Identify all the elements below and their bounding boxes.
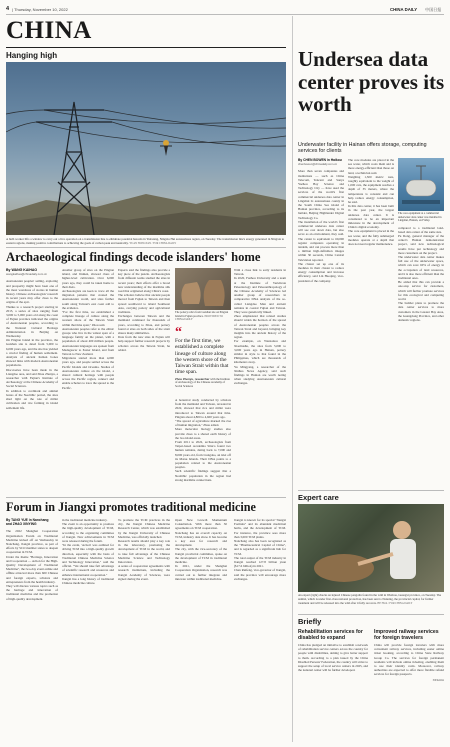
islanders-c1-p4: Discoveries have been made in the Liangdao area, and said Zhou Zhenyu, a researcher with Fujian's Institute of Archaeology at the Chinese Academy of Social Sciences.: [6, 367, 58, 389]
islanders-byline: By WANG KAIHAO: [6, 268, 38, 272]
pull-quote-box: [175, 325, 231, 389]
islanders-c5-p1: With a close link to early residents in Taiwan.: [234, 268, 286, 277]
briefly-item-1-body: China has pledged an initiative to establish a network of rehabilitation service centers across the country for people with disabilities, aiming to give better support to them. According to a plan issued by the China Disabled Persons' Federation, the country will strive to support the setup of local service centers in 2025, and the national center will be further developed.: [298, 643, 368, 673]
islanders-col-5: [234, 268, 286, 493]
jiangxi-c4-p4: In 2021, under the Shanghai Cooperation Organization, research was carried out to further integrate and innovate within traditional medicine.: [175, 564, 227, 581]
section-title: CHINA: [6, 17, 92, 44]
pangolin-scene-illustration: [298, 504, 444, 592]
briefly-item-2: [374, 629, 444, 741]
islanders-col-1: [6, 268, 58, 410]
jiangxi-c5-p4: Chen Ruifeng, vice-governor of Jiangxi, said the province will encourage more exchanges.: [234, 568, 286, 581]
pull-quote-text: For the first time, we established a complete lineage of culture along the western shore of the Taiwan Strait within that time span.: [175, 338, 229, 376]
islanders-col-4: [175, 398, 231, 493]
islanders-c4-p2: "The spread of agriculture marked the rise of human migration," Zhou added.: [175, 419, 231, 428]
jiangxi-c4-p2: Nanchang has an overall capacity on TCM, industry data show. It has become a key area for research and development.: [175, 530, 227, 548]
islanders-c4-p1: A botanical study conducted by scholars from the mainland and Taiwan, revealed in 2022, showed that rice and millet were introduced to Taiwan around that time. Pingtan about 4,800 to 4,600 years ago.: [175, 398, 231, 419]
islanders-c4-p5: Such scientific findings suggest that a Neolithic population in the region had strong maritime connections.: [175, 469, 231, 482]
islanders-c3-p2: The scholars believe that ancient people moved from Fujian to Taiwan and then spread southward to island Southeast Asia, carrying pottery and agricultural traditions.: [118, 293, 170, 315]
pottery-caption: The pottery relics from Guishan site on Pingtan Island in Fujian province.: [175, 311, 229, 318]
undersea-headline: Undersea data center proves its worth: [298, 47, 445, 116]
pull-quote-attribution: [175, 378, 231, 389]
islanders-c1-p5: In addition to cordmark and animal bones of the Neolithic period, the sites shed light on the role of millet cultivation and rice farming in island settlement life.: [6, 388, 58, 410]
jiangxi-c5-p1: Jiangxi is known for its special "Jiangxi Formula" and its abundant medicinal herbs, and the development of TCM. For instance, the province sees more than 3,000 TCM plants.: [234, 518, 286, 539]
islanders-headline: Archaeological findings decode islanders' home: [6, 250, 261, 264]
islanders-c2-p5: Migrations started more than 4,000 years ago, and people settled across the Pacific Islands and Oceania. Studies of Austronesian culture on the island, a shared cultural heritage with people across the Pacific region, connect and enable scholars to trace the spread to the Pacific.: [62, 356, 114, 390]
jiangxi-col-3: [118, 518, 170, 740]
islanders-c2-p1: Another group of sites on the Pingtan island, and Jinmen, showed clues of higher-level cultivation. Over 6,000 years ago, they could be taken home to their diets.: [62, 268, 114, 289]
undersea-photo-caption: The core equipment at a commercial underwater data center was installed in Lingshui, Hainan, on Friday.: [398, 212, 442, 222]
pottery-illustration: [175, 268, 231, 310]
briefly-title: Briefly: [298, 617, 322, 626]
undersea-col-2: [348, 158, 394, 322]
jiangxi-col-1: [6, 518, 58, 740]
undersea-email: chenbowen@chinadaily.com.cn: [298, 162, 338, 167]
islanders-c4-p4: From 2011 to 2022, archaeologists from Taipei-based Academia Sinica found two human remains, dating back to 7,000 and 8,000 years old, from Liangdao, an islet off its Matsu Islands. Their DNA points to a population related to the Austronesian peoples.: [175, 440, 231, 470]
undersea-c3-p5: He added that this can provide a one-stop service for customers, which will further promote services for this ecological and computing world.: [398, 280, 444, 301]
jiangxi-c3-p1: To promote the TCM practices in the city, the Jiangxi Chinese Medicine Research Center, which was established by the Jiangxi University of Chinese Medicine, was officially launched.: [118, 518, 170, 539]
undersea-c1-p2: The installation of the world's first commercial undersea data center will see cost down data, but also serve as an environment, they said. The center is equivalent to 60,000 regular computers operating in tandem, and can process more than a million high-definition images within 30 seconds, China Central Television reported.: [298, 219, 344, 262]
briefly-item-2-body: China will provide foreign travelers with more convenient railway services, including easier online ticket booking, according to China State Railway Group Co. The services for foreign permanent residents will include online ticketing, enabling them to use their identity cards. Moreover, railway authorities are expected to offer more flexible refund services for foreign passports.: [374, 643, 444, 677]
expert-caption: An expert (right) checks an injured Chinese pangolin found in the wild in Wuzhou, Guangxi province, on Tuesday. The animal, which is under first-class national protection, has been sent to Nanning, the provincial capital, for further treatment and will be released into the wild after it fully recovers.: [298, 593, 442, 605]
islanders-c5-p2: In 2020, Fuzhou University and a team at the Institute of Vertebrate Paleontology and Paleoanthropology of the Chinese Academy of Sciences led another group of researchers in comparative DNA analysis of the so-called Liangdao Man and ancient remains in coastal Fujian and Taiwan. They were genetically linked.: [234, 276, 286, 315]
page-header: [6, 6, 444, 14]
jiangxi-headline: Forum in Jiangxi promotes traditional medicine: [6, 500, 256, 514]
jiangxi-c5-p2: Nanchang also has been recognized as the "Pharmaceutical Capital of China", and is regarded as a significant hub for TCM.: [234, 539, 286, 556]
islanders-c5-p3: Zhou emphasized that related studies should widen the horizon of the spread of Austronesian peoples across the Taiwan Strait and beyond, bringing key insights into the ancient history of the region.: [234, 314, 286, 340]
islanders-top-rule: [6, 247, 286, 248]
undersea-deck: Underwater facility in Hainan offers storage, computing services for clients: [298, 142, 427, 155]
undersea-c2-p3: In this data center, it has been built in the past year, the largest undersea data center. It is considered to be an important milestone in the development of China's digital economy.: [348, 204, 394, 230]
islanders-c3-p1: Experts said the findings also provide a key piece of the puzzle. Archaeologists from different teams studied the sites in recent years; their efforts offer a broad new understanding of the maritime silk road that originated along China's coast.: [118, 268, 170, 294]
undersea-c3-p4: The underwater data center makes full use of the underwater space, which can save 60% of energy in the occupation of land resources, and it is also more efficient than the traditional ones.: [398, 254, 444, 280]
jiangxi-c2-p4: Jiangxi has a long history of traditional Chinese medicine culture.: [62, 576, 114, 586]
data-module-illustration: [398, 158, 444, 211]
quote-mark-icon: “: [175, 325, 182, 340]
undersea-c1-p3: The cluster set up one of its modules in their cluster to reduce energy consumption and increase efficiency, said Lin Haoqing, vice-president of the company.: [298, 261, 344, 283]
date-line: | Thursday, November 10, 2022: [12, 7, 68, 12]
jiangxi-col-2: [62, 518, 114, 740]
islanders-c2-p2: Archaeologists are keen to trace all the migration patterns that created the Austronesian world, and sites further south along Taiwan's east coast add to the evidence.: [62, 289, 114, 310]
undersea-c2-p2: Weighing 1,300 metric tons, roughly equivalent to the weight of 1,000 cars, the equipment reaches a depth of 35 meters, where the temperature is constant and can help reduce energy consumption, he said.: [348, 174, 394, 205]
header-rule: [6, 14, 444, 15]
paper-name: CHINA DAILY: [390, 6, 418, 12]
briefly-item-1-head: Rehabilitation services for disabled to expand: [298, 629, 363, 641]
briefly-item-2-head: Improved railway services for foreign travelers: [374, 629, 439, 641]
pull-quote-name: Zhou Zhenyu, researcher: [175, 376, 210, 381]
jiangxi-c2-p3: "In the event, 'Action' was outlined for driving TCM into a high-quality growth direction, especially with the basis of Traditional Chinese Medicine Science and Technology Innovation," said the official. "We should take full advantage of scientific research and resources and enhance international cooperation.": [62, 543, 114, 577]
undersea-c1-p1: More than seven companies and institutions — such as China Telecom, Tencent and Sanya Yazhou Bay Science and Technology City — have used the services of the world's first commercial undersea data center in Lingshui Li autonomous county in the South China Sea island of Hainan province, according to its builder, Beijing Highlander Digital Technology Co.: [298, 169, 344, 220]
jiangxi-c2-p2: The event is an opportunity to promote the high-quality development of TCM, according to the organizing committee of Jiangxi. New achievements in TCM were released during the forum.: [62, 522, 114, 544]
page-number: 4: [6, 6, 10, 12]
islanders-col-2: [62, 268, 114, 493]
undersea-col-3: [398, 212, 444, 322]
islanders-c5-p4: For example, on Wanzaitou and Xiaoliushu, the sites from 5,000 to 3,000 years ago in Hainan, pottery similar in style to that found in the Philippines, which are thousands of kilometers away.: [234, 339, 286, 365]
pottery-photo: [175, 268, 231, 310]
islanders-c1-p1: Austronesian peoples' sailing, exploring and prosperity might have been one of the most wondrous of stories in human history. Chinese archaeologists' research in recent years may offer clues to the origins of the epic.: [6, 279, 58, 305]
undersea-c3-p3: Pu Dong, general manager of the center's Hainan demonstration project, said new technological results have put technology and more customers on the project.: [398, 233, 444, 255]
undersea-c2-p4: The core equipment is placed in the sea water, and the fully submerged modules operate at a depth that does not need regular maintenance.: [348, 229, 394, 247]
pull-quote-role: with the Institute of Archaeology of the Chinese Academy of Social Sciences: [175, 376, 230, 388]
expert-top-rule: [298, 490, 444, 491]
islanders-c4-p3: More molecular biology studies also provide clues to a shared earth history of the two island areas.: [175, 427, 231, 440]
jiangxi-c1-p1: The 2022 Shanghai Cooperation Organization Forum on Traditional Medicine kicked off on Wednesday in Nanchang, Jiangxi province, as part of efforts by SCO member states to deepen cooperation in TCM.: [6, 529, 58, 555]
islanders-email: wangkaihao@chinadaily.com.cn: [6, 272, 48, 277]
jiangxi-c5-p3: The total output of the TCM industry in Jiangxi reached 127.8 billion yuan ($17.6 billion) in 2021.: [234, 555, 286, 569]
expert-photo: [298, 504, 444, 592]
islanders-c3-p4: Data from the new sites in Fujian will help support further research projects by scholars across the Taiwan Strait, he added.: [118, 335, 170, 352]
jiangxi-top-rule: [6, 497, 286, 498]
jiangxi-c3-p3: A series of cooperation agreements with research institutions, including the Jiangxi Academy of Sciences, were signed during the event.: [118, 564, 170, 581]
undersea-c2-p1: The core modules are placed in the sea water, which cools them and is more energy-efficient than those on land, a technician said.: [348, 158, 394, 175]
hanging-high-photo: [6, 62, 286, 235]
briefly-top-rule: [298, 614, 444, 615]
right-column-divider: [292, 16, 293, 742]
caption-text: A bulb worker lifts a window to carry out a live operation on a transmission line to eliminate potential hazards in Yunxiang, Ningxia Hui autonomous region, on Tuesday. The transmission line's energy generated in Ningxia to eastern regions, making positive contributions to achieving the goals of carbon peak and neutrality.: [6, 237, 285, 245]
undersea-c3-p6: The builder plans to promote the data center services to more customers in the Greater Bay Area, the Guangdong Province, and other domestic regions.: [398, 301, 444, 322]
islanders-c1-p3: On Pingtan Island in the province, the Guishan site is dated from 5,000 to 6,000 years ago, and the site has yielded a crucial finding of human settlement. Analysis of ancient human bones showed links with modern Austronesian populations.: [6, 338, 58, 368]
pottery-caption-block: [175, 311, 231, 322]
expert-kicker: Expert care: [298, 493, 339, 502]
islanders-c2-p4: Austronesian peoples refer to the ethnic groups who live in the widest span of a language family on the planet, with a population of about 400 million people. Austronesian languages are spoken from Madagascar to Easter Island, and from Taiwan to New Zealand.: [62, 326, 114, 357]
jiangxi-c2-p1: in the traditional medicine industry.: [62, 518, 108, 522]
islanders-c3-p3: Exchanges between Taiwan and the mainland continued for thousands of years, according to Zhou, and pottery found at sites on both sides of the strait shares many similarities.: [118, 314, 170, 336]
jiangxi-col-4: [175, 518, 227, 740]
briefly-item-1: [298, 629, 368, 741]
jiangxi-c1-p2: Under the theme "Heritage, Innovation and Cooperation — Action for the High-Quality Development of Traditional Medicine", the two-day event online and offline attracted more than 600 Chinese and foreign experts, scholars and entrepreneurs from the health industry.: [6, 554, 58, 584]
undersea-photo: [398, 158, 444, 211]
jiangxi-c4-p3: The city, with the vice-secretary of the Jiangxi provincial committee, spoke on the development of TCM in traditional medicine.: [175, 547, 227, 565]
islanders-c1-p2: Thanks to a research project starting in 2013, a series of sites ranging from 3,000 to 5,000 years old along the coast of Fujian province indicated the origins of Austronesian peoples, according to the National Cultural Heritage Administration in Beijing on Wednesday.: [6, 304, 58, 339]
expert-caption-block: [298, 594, 444, 606]
islanders-c5-p5: Yu Mingyang, a researcher of the Xinhua News Agency, said such findings in Hainan are worth noting when studying Austronesian cultural exchanges.: [234, 364, 286, 386]
undersea-byline: By CHEN BOWEN in Haikou: [298, 158, 342, 162]
expert-credit: HE HUA / FOR CHINA DAILY: [377, 601, 413, 605]
briefly-item-2-source: XINHUA: [432, 677, 444, 682]
section-rule: [6, 47, 286, 48]
paper-name-cn: 中国日报: [425, 6, 442, 12]
jiangxi-c1-p3: They will discuss various topics such as the heritage and innovation of traditional medicine and the promotion of high-quality development.: [6, 584, 58, 601]
undersea-c3-p2: compared to a traditional land-based data center of the same size.: [398, 225, 444, 234]
jiangxi-byline: By TANG YUE in Nanchang: [6, 518, 49, 522]
jiangxi-c3-p2: Research results should play a key role in the laboratory, promoting the development of TCM in the world, and to take full advantage of the Chinese Medicine Science and Technology Innovation.: [118, 539, 170, 565]
photo-credit: YUAN HONGYAN / FOR CHINA DAILY: [129, 242, 177, 245]
jiangxi-c4-p1: Open New Growth Momentum Consultation. With more than 30 agreements on TCM cooperation.: [175, 518, 227, 531]
islanders-c2-p3: "For the first time, we established a complete lineage of culture along the western shore of the Taiwan Strait within that time span," Zhou said.: [62, 310, 114, 327]
hanging-high-caption: [6, 237, 286, 246]
pottery-credit: PROVIDED TO CHINA DAILY: [175, 314, 223, 321]
undersea-col-1: [298, 158, 344, 322]
hanging-high-kicker: Hanging high: [6, 51, 58, 60]
islanders-col-3: [118, 268, 170, 493]
transmission-tower-illustration: [6, 62, 286, 235]
jiangxi-col-5: [234, 518, 286, 740]
jiangxi-byline-2: and ZHAO XINYING: [6, 522, 37, 527]
